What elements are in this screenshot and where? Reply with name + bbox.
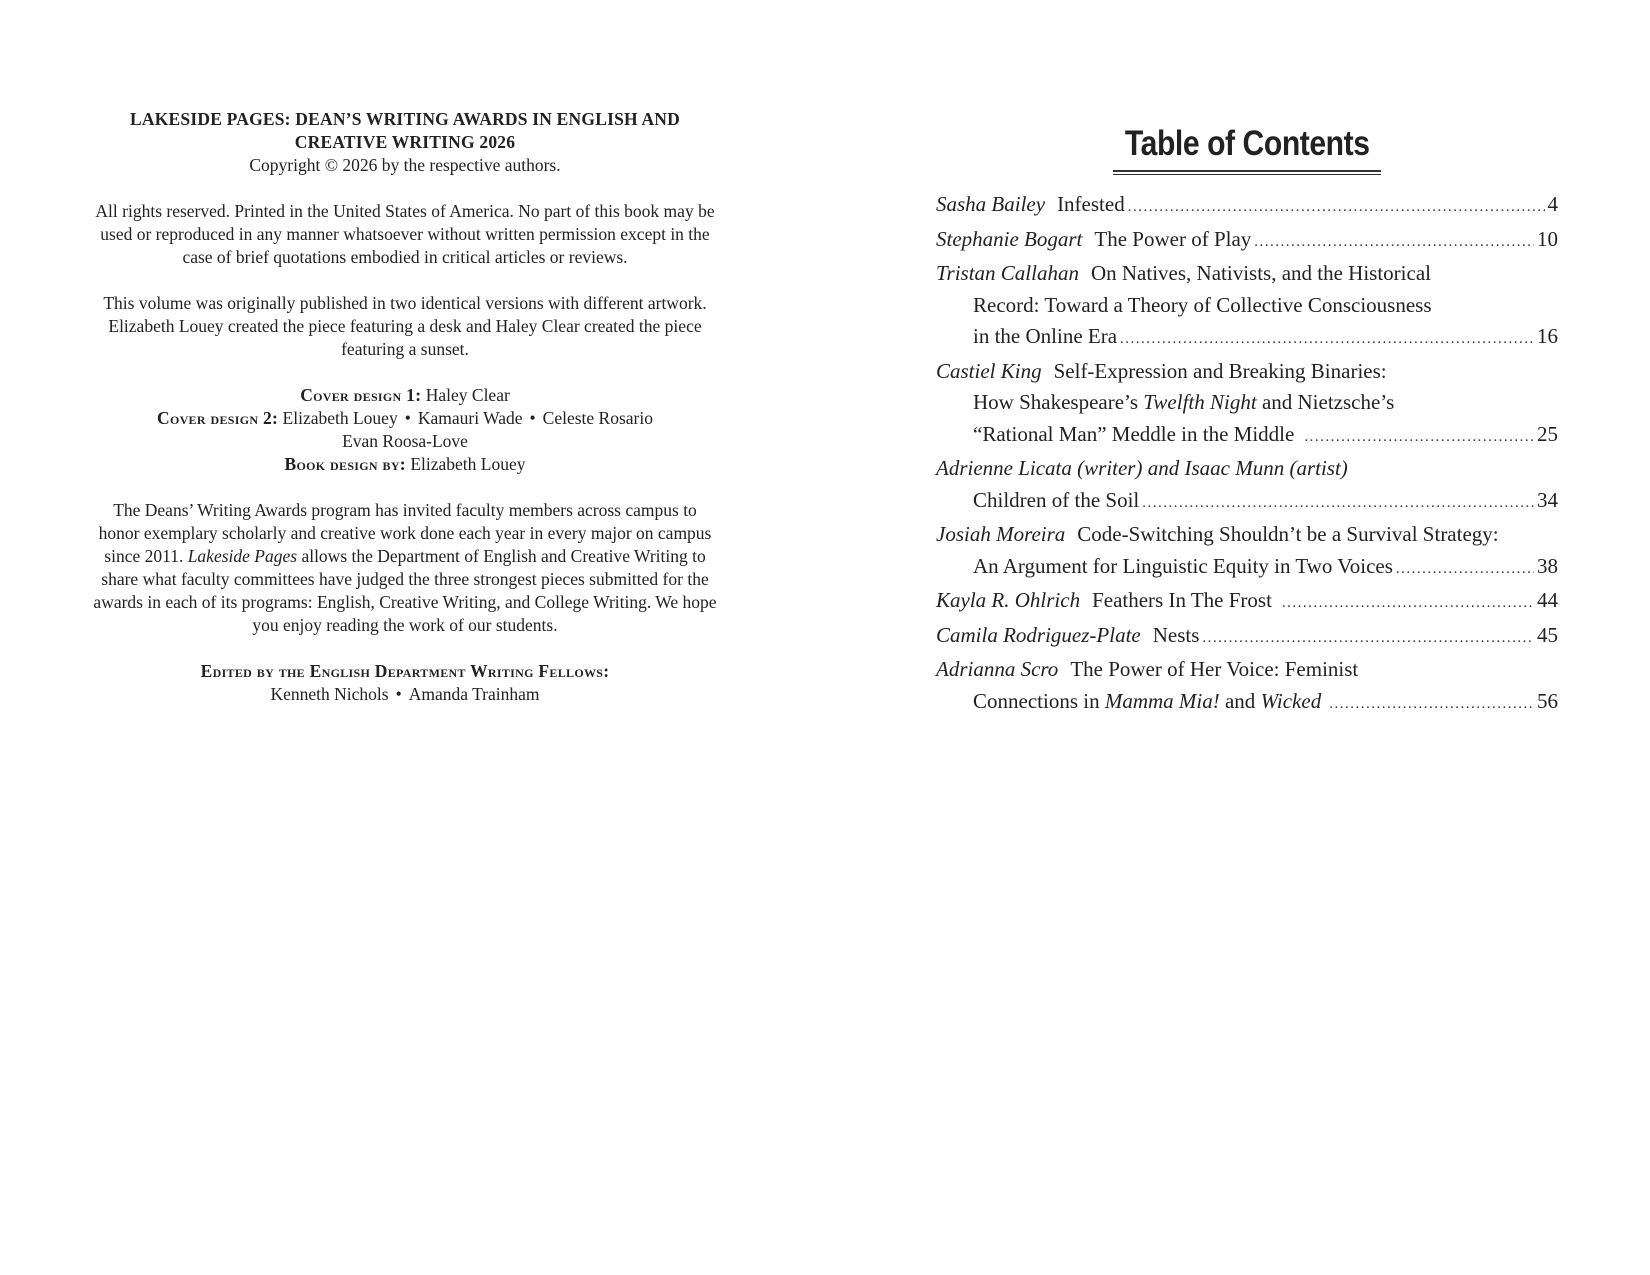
toc-entry[interactable]	[936, 585, 1558, 620]
toc-page-number: 4	[1547, 192, 1558, 216]
toc-line	[936, 258, 1558, 290]
toc-author: Sasha Bailey	[936, 192, 1046, 216]
dot-leader	[1282, 588, 1534, 620]
toc-entry[interactable]	[936, 356, 1558, 454]
toc-title-line-2	[973, 686, 1321, 718]
cover-design-2-name-1: Elizabeth Louey	[282, 408, 398, 428]
toc-title-line-1: Code-Switching Shouldn’t be a Survival Strategy:	[1077, 522, 1499, 546]
toc-line	[936, 686, 1558, 721]
dot-leader	[1142, 488, 1534, 520]
book-design-label: Book design by:	[284, 454, 406, 474]
program-line-6: you enjoy reading the work of our students.	[252, 615, 558, 635]
cover-design-2-label: Cover design 2:	[157, 408, 279, 428]
toc-page-number: 44	[1537, 588, 1558, 612]
toc-entry[interactable]	[936, 654, 1558, 720]
toc-heading-rule	[1113, 170, 1381, 175]
toc-line	[936, 321, 1558, 356]
dot-leader	[1254, 227, 1534, 259]
publication-name: Lakeside Pages	[187, 546, 298, 566]
toc-entry[interactable]	[936, 453, 1558, 519]
toc-line	[936, 620, 1558, 655]
toc-entry[interactable]	[936, 189, 1558, 224]
volume-line-3: featuring a sunset.	[341, 339, 469, 359]
toc-title: The Power of Play	[1094, 226, 1252, 251]
toc-title-line-1: Self-Expression and Breaking Binaries:	[1053, 358, 1387, 383]
program-line-3-start: since 2011.	[104, 546, 188, 566]
toc-line	[936, 485, 1558, 520]
toc-list	[936, 189, 1558, 720]
rights-line-3: case of brief quotations embodied in critical articles or reviews.	[182, 247, 628, 267]
toc-author: Kayla R. Ohlrich	[936, 588, 1081, 612]
dot-leader	[1396, 554, 1534, 586]
toc-heading: Table of Contents	[1124, 124, 1370, 163]
toc-author: Castiel King	[936, 358, 1042, 383]
bullet-separator: •	[404, 408, 411, 428]
toc-title-line-2: Record: Toward a Theory of Collective Consciousness	[973, 292, 1432, 317]
toc-title: Children of the Soil	[973, 487, 1140, 512]
program-line-3-end: allows the Department of English and Creative Writing to	[297, 546, 706, 566]
toc-line	[936, 419, 1558, 454]
program-line-5: awards in each of its programs: English, Creative Writing, and College Writing. We hope	[93, 592, 717, 612]
toc-title: Infested	[1057, 192, 1125, 216]
cover-design-2-name-3: Celeste Rosario	[542, 408, 653, 428]
editors-names	[70, 683, 740, 706]
toc-heading-wrap	[936, 108, 1558, 175]
toc-title: Nests	[1152, 622, 1200, 647]
rights-line-2: used or reproduced in any manner whatsoever without written permission except in the	[100, 224, 710, 244]
cover-design-1-credit	[70, 384, 740, 407]
toc-entry[interactable]	[936, 224, 1558, 259]
work-title: Twelfth Night	[1143, 390, 1257, 414]
toc-title-line-3: in the Online Era	[973, 324, 1118, 348]
toc-entry[interactable]	[936, 258, 1558, 356]
copyright-page	[70, 108, 740, 706]
toc-page-number: 56	[1537, 688, 1558, 713]
dot-leader	[1120, 324, 1534, 356]
cover-design-2-credit	[70, 407, 740, 430]
toc-author: Camila Rodriguez-Plate	[936, 622, 1141, 647]
bullet-separator: •	[529, 408, 536, 428]
toc-title-line-1: The Power of Her Voice: Feminist	[1070, 657, 1359, 681]
cover-design-2-name-4: Evan Roosa-Love	[342, 431, 468, 451]
dot-leader	[1202, 623, 1534, 655]
toc-title-part: and Nietzsche’s	[1256, 390, 1395, 414]
work-title: Wicked	[1260, 688, 1322, 713]
toc-author: Tristan Callahan	[936, 261, 1079, 285]
program-line-4: share what faculty committees have judged the three strongest pieces submitted for the	[101, 569, 709, 589]
toc-author: Adrianna Scro	[936, 657, 1059, 681]
toc-author: Adrienne Licata (writer) and Isaac Munn (artist)	[936, 456, 1348, 480]
toc-page-number: 10	[1537, 226, 1558, 251]
cover-design-1-label: Cover design 1:	[300, 385, 422, 405]
cover-design-1-name: Haley Clear	[425, 385, 510, 405]
toc-line	[936, 551, 1558, 586]
toc-title: Feathers In The Frost	[1092, 588, 1272, 612]
toc-entry[interactable]	[936, 519, 1558, 585]
dot-leader	[1329, 689, 1534, 721]
cover-design-2-name-2: Kamauri Wade	[417, 408, 523, 428]
toc-author: Stephanie Bogart	[936, 226, 1083, 251]
dot-leader	[1128, 192, 1545, 224]
toc-page-number: 16	[1537, 324, 1558, 348]
bullet-separator: •	[395, 684, 402, 704]
toc-entry[interactable]	[936, 620, 1558, 655]
toc-page-number: 34	[1537, 487, 1558, 512]
toc-line	[936, 519, 1558, 551]
toc-title-line-2	[973, 387, 1394, 419]
toc-line	[936, 224, 1558, 259]
toc-title-part: How Shakespeare’s	[973, 390, 1144, 414]
toc-line	[936, 453, 1558, 485]
table-of-contents-page	[936, 108, 1558, 720]
editor-name-2: Amanda Trainham	[408, 684, 540, 704]
volume-line-2: Elizabeth Louey created the piece featuring a desk and Haley Clear created the piece	[108, 316, 702, 336]
program-line-2: honor exemplary scholarly and creative work done each year in every major on campus	[98, 523, 712, 543]
book-title-line-2: CREATIVE WRITING 2026	[294, 132, 516, 152]
editor-name-1: Kenneth Nichols	[270, 684, 389, 704]
volume-line-1: This volume was originally published in two identical versions with different artwork.	[103, 293, 707, 313]
program-line-3	[70, 545, 740, 568]
book-design-credit	[70, 453, 740, 476]
editors-label: Edited by the English Department Writing Fellows:	[200, 661, 610, 681]
dot-leader	[1304, 422, 1534, 454]
toc-title-line-1: On Natives, Nativists, and the Historical	[1090, 261, 1431, 285]
toc-title-line-2: An Argument for Linguistic Equity in Two Voices	[973, 553, 1393, 578]
toc-page-number: 38	[1537, 553, 1558, 578]
book-design-name: Elizabeth Louey	[410, 454, 526, 474]
book-title-line-1: LAKESIDE PAGES: DEAN’S WRITING AWARDS IN ENGLISH AND	[130, 109, 680, 129]
toc-page-number: 25	[1537, 421, 1558, 446]
work-title: Mamma Mia!	[1104, 688, 1220, 713]
toc-page-number: 45	[1537, 622, 1558, 647]
copyright-notice: Copyright © 2026 by the respective authors.	[249, 155, 561, 175]
program-line-1: The Deans’ Writing Awards program has invited faculty members across campus to	[113, 500, 697, 520]
toc-title-line-3: “Rational Man” Meddle in the Middle	[973, 421, 1295, 446]
toc-line	[936, 189, 1558, 224]
rights-line-1: All rights reserved. Printed in the United States of America. No part of this book may be	[95, 201, 715, 221]
toc-line	[936, 387, 1558, 419]
toc-title-part: Connections in	[973, 688, 1105, 713]
toc-author: Josiah Moreira	[936, 522, 1066, 546]
toc-line	[936, 585, 1558, 620]
toc-line	[936, 654, 1558, 686]
toc-title-part: and	[1219, 688, 1261, 713]
toc-line	[936, 290, 1558, 322]
toc-line	[936, 356, 1558, 388]
